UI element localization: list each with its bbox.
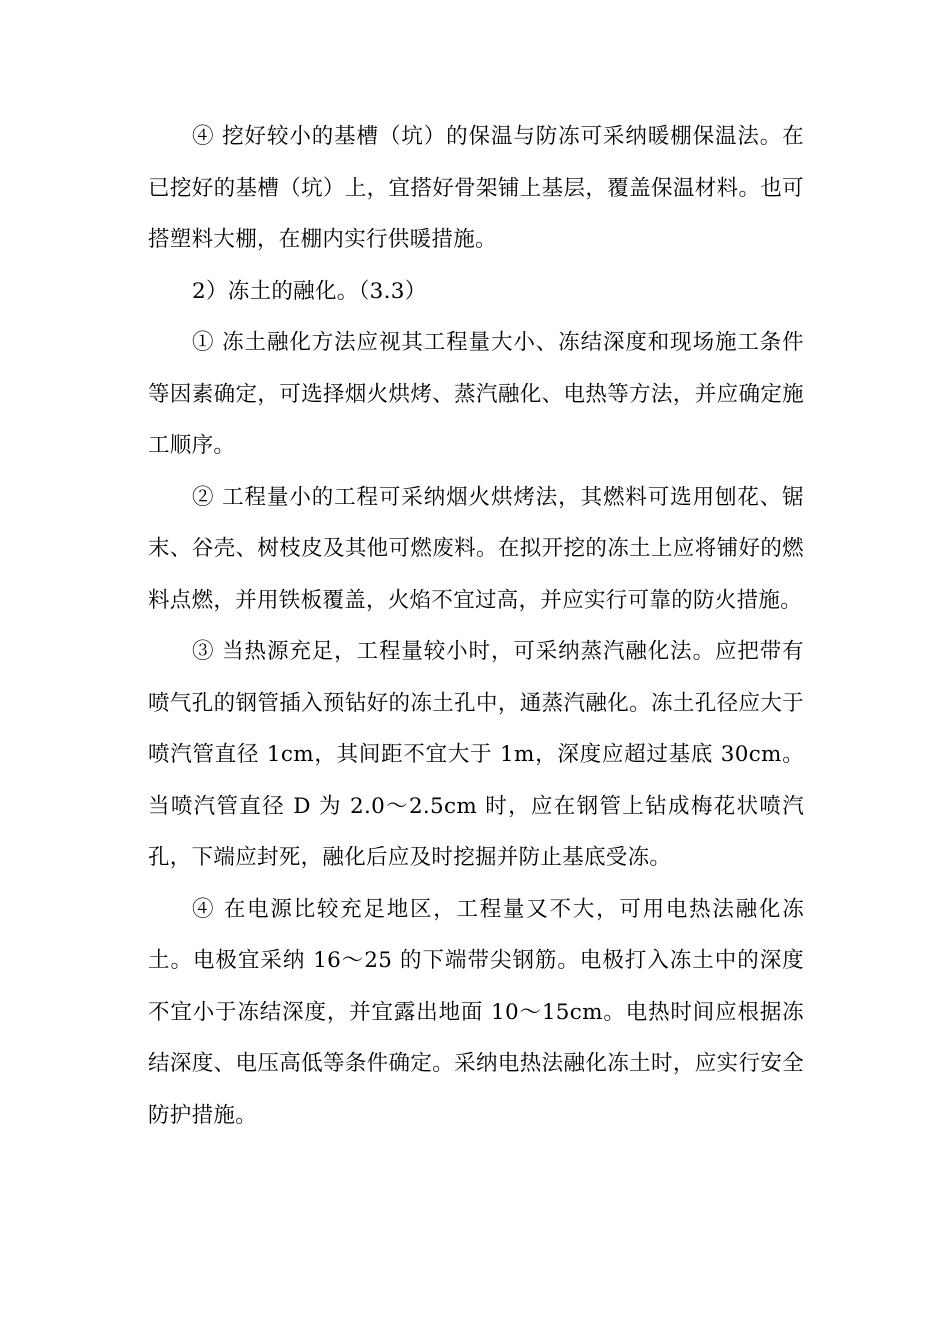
- paragraph-electric-heating-method: ④ 在电源比较充足地区，工程量又不大，可用电热法融化冻土。电极宜采纳 16～25 的下端带尖钢筋。电极打入冻土中的深度不宜小于冻结深度，并宜露出地面 10～15cm。电热时间应根据冻结深度、电压高低等条件确定。采纳电热法融化冻土时，应实行安全防护措施。: [148, 896, 804, 1128]
- paragraph-steam-thawing-method: ③ 当热源充足，工程量较小时，可采纳蒸汽融化法。应把带有喷气孔的钢管插入预钻好的冻土孔中，通蒸汽融化。冻土孔径应大于喷汽管直径 1cm，其间距不宜大于 1m，深度应超过基底 30cm。当喷汽管直径 D 为 2.0～2.5cm 时，应在钢管上钻成梅花状喷汽孔，下端应封死，融化后应及时挖掘并防止基底受冻。: [148, 639, 804, 870]
- paragraph-insulation-method: ④ 挖好较小的基槽（坑）的保温与防冻可采纳暖棚保温法。在已挖好的基槽（坑）上，宜搭好骨架铺上基层，覆盖保温材料。也可搭塑料大棚，在棚内实行供暖措施。: [148, 124, 804, 252]
- paragraph-fire-baking-method: ② 工程量小的工程可采纳烟火烘烤法，其燃料可选用刨花、锯末、谷壳、树枝皮及其他可燃废料。在拟开挖的冻土上应将铺好的燃料点燃，并用铁板覆盖，火焰不宜过高，并应实行可靠的防火措施。: [148, 484, 804, 613]
- paragraph-thawing-methods: ① 冻土融化方法应视其工程量大小、冻结深度和现场施工条件等因素确定，可选择烟火烘烤、蒸汽融化、电热等方法，并应确定施工顺序。: [148, 330, 804, 458]
- document-body: [148, 111, 804, 1141]
- section-heading-frozen-soil-thawing: 2）冻土的融化。（3.3）: [192, 278, 427, 304]
